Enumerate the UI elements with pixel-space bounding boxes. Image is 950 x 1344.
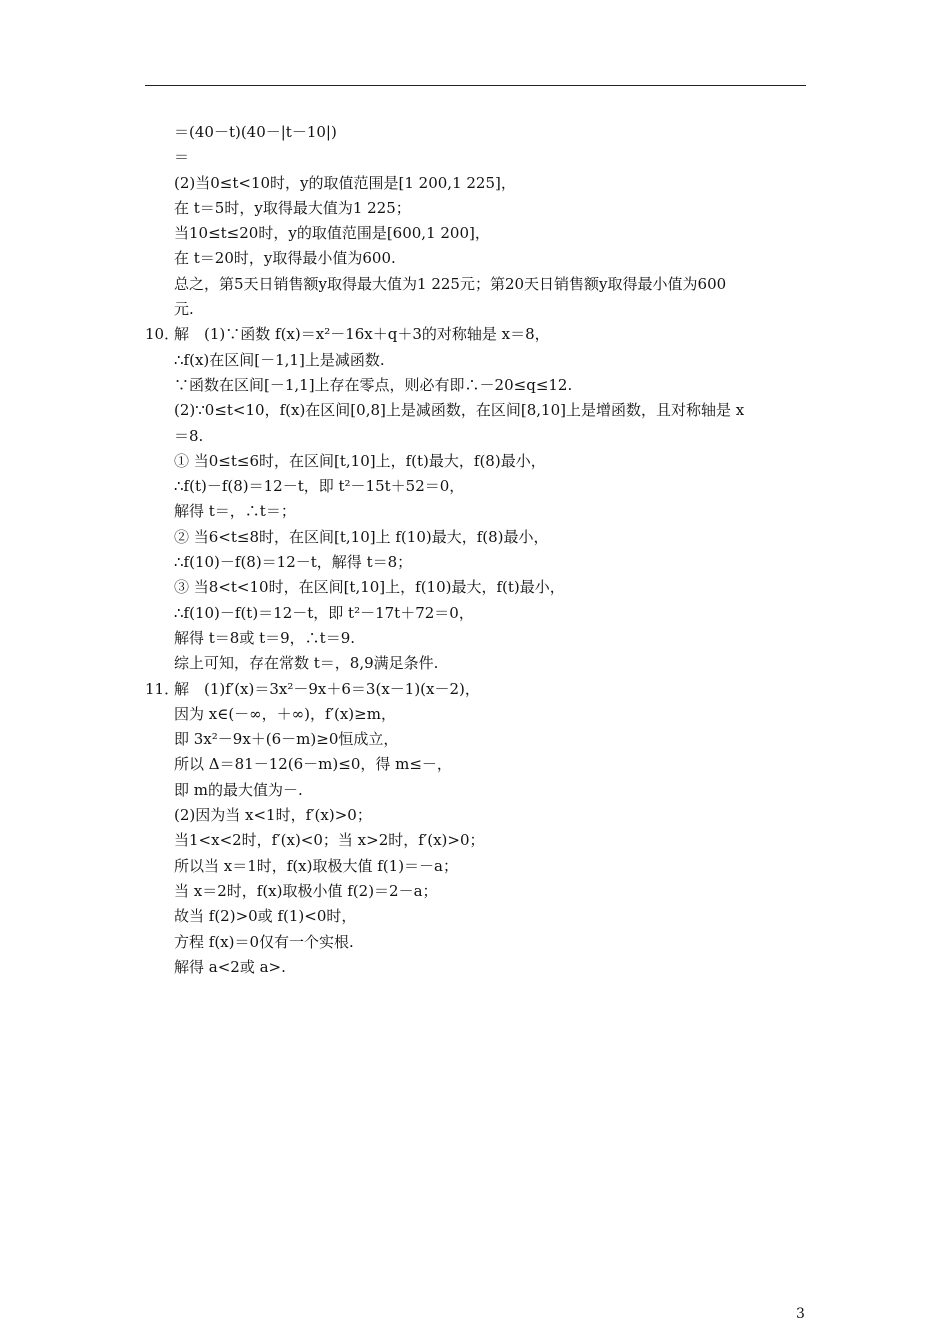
text-line: 即 3x²－9x＋(6－m)≥0恒成立， — [174, 730, 399, 749]
text-line: 当10≤t≤20时，y的取值范围是[600,1 200]， — [174, 224, 490, 243]
text-line: 即 m的最大值为－. — [174, 780, 303, 799]
text-line: 综上可知，存在常数 t＝，8,9满足条件. — [174, 654, 439, 673]
text-line: ＝ — [174, 148, 190, 167]
text-line: 在 t＝20时，y取得最小值为600. — [174, 249, 396, 268]
text-line: 总之，第5天日销售额y取得最大值为1 225元；第20天日销售额y取得最小值为600 — [174, 274, 727, 293]
text-line: 解 (1)f′(x)＝3x²－9x＋6＝3(x－1)(x－2)， — [174, 679, 480, 698]
problem-11-heading — [145, 677, 817, 702]
text-line: ∴f(10)－f(t)＝12－t，即 t²－17t＋72＝0， — [174, 603, 474, 622]
problem-number: 10． — [145, 325, 180, 344]
text-line: 当 x＝2时，f(x)取极小值 f(2)＝2－a； — [174, 881, 438, 900]
header-rule — [145, 85, 806, 86]
text-line: ∴f(t)－f(8)＝12－t，即 t²－15t＋52＝0， — [174, 477, 465, 496]
problem-number: 11． — [145, 679, 180, 698]
text-line: 解得 a<2或 a>. — [174, 957, 286, 976]
text-line: 解 (1)∵函数 f(x)＝x²－16x＋q＋3的对称轴是 x＝8， — [174, 325, 550, 344]
text-line: ∴f(10)－f(8)＝12－t，解得 t＝8； — [174, 553, 413, 572]
text-line: ＝8. — [174, 426, 204, 445]
text-line: ∵函数在区间[－1,1]上存在零点，则必有即∴－20≤q≤12. — [174, 375, 573, 394]
page-number: 3 — [796, 1306, 805, 1322]
text-line: 所以当 x＝1时，f(x)取极大值 f(1)＝－a； — [174, 856, 458, 875]
text-line: 方程 f(x)＝0仅有一个实根. — [174, 932, 354, 951]
text-line: 因为 x∈(－∞，＋∞)，f′(x)≥m， — [174, 704, 396, 723]
text-line: ② 当6<t≤8时，在区间[t,10]上 f(10)最大，f(8)最小， — [174, 527, 549, 546]
text-line: (2)当0≤t<10时，y的取值范围是[1 200,1 225]， — [174, 173, 516, 192]
problem-10-heading — [145, 322, 817, 347]
text-line: ③ 当8<t<10时，在区间[t,10]上，f(10)最大，f(t)最小， — [174, 578, 565, 597]
text-line: ＝(40－t)(40－|t－10|) — [174, 123, 337, 141]
text-line: ① 当0≤t≤6时，在区间[t,10]上，f(t)最大，f(8)最小， — [174, 451, 546, 470]
text-line: 解得 t＝8或 t＝9，∴t＝9. — [174, 628, 356, 647]
text-line: ∴f(x)在区间[－1,1]上是减函数. — [174, 350, 385, 369]
text-line: (2)∵0≤t<10，f(x)在区间[0,8]上是减函数，在区间[8,10]上是增函数，且对称轴是 x — [174, 401, 745, 420]
text-line: 当1<x<2时，f′(x)<0；当 x>2时，f′(x)>0； — [174, 831, 485, 850]
text-line: 元. — [174, 300, 194, 319]
text-line: 故当 f(2)>0或 f(1)<0时， — [174, 907, 357, 926]
text-line: (2)因为当 x<1时，f′(x)>0； — [174, 806, 372, 825]
text-line: 所以 Δ＝81－12(6－m)≤0，得 m≤－， — [174, 755, 452, 774]
text-line: 在 t＝5时，y取得最大值为1 225； — [174, 198, 411, 217]
document-body — [145, 120, 817, 980]
text-line: 解得 t＝，∴t＝； — [174, 502, 296, 521]
